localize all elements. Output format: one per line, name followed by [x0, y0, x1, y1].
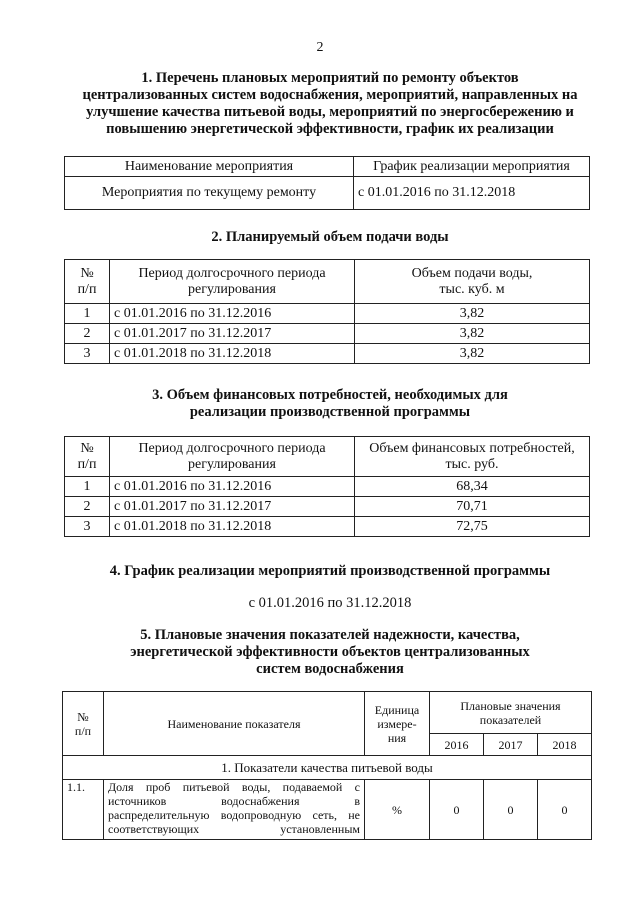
cell-schedule: с 01.01.2016 по 31.12.2018 [354, 177, 590, 210]
header-num: № п/п [65, 260, 110, 304]
table-row [65, 497, 590, 517]
header-period: Период долгосрочного периода регулирования [110, 260, 355, 304]
table-row [63, 780, 592, 840]
section-4-title: 4. График реализации мероприятий производственной программы [109, 563, 551, 579]
cell-value: 0 [430, 780, 484, 840]
section-1-title-line: повышению энергетической эффективности, график их реализации [106, 121, 554, 137]
section-1-title-line: улучшение качества питьевой воды, мероприятий по энергосбережению и [86, 104, 574, 120]
section-5-table [62, 691, 592, 840]
header-num: № п/п [65, 437, 110, 477]
cell-num: 1.1. [63, 780, 104, 840]
header-year: 2016 [430, 734, 484, 756]
header-schedule: График реализации мероприятия [354, 157, 590, 177]
cell-value: 68,34 [355, 477, 590, 497]
header-year: 2017 [483, 734, 537, 756]
cell-activity: Мероприятия по текущему ремонту [65, 177, 354, 210]
table-row [65, 344, 590, 364]
cell-period: с 01.01.2016 по 31.12.2016 [110, 477, 355, 497]
table-row [65, 517, 590, 537]
section-4-period: с 01.01.2016 по 31.12.2018 [248, 595, 412, 611]
group-label: 1. Показатели качества питьевой воды [63, 756, 592, 780]
header-num: № п/п [63, 692, 104, 756]
cell-num: 2 [65, 497, 110, 517]
table-group-row [63, 756, 592, 780]
cell-num: 3 [65, 344, 110, 364]
section-1-title [60, 70, 600, 138]
cell-num: 1 [65, 477, 110, 497]
section-1-title-line: централизованных систем водоснабжения, мероприятий, направленных на [82, 87, 578, 103]
cell-num: 2 [65, 324, 110, 344]
cell-value: 72,75 [355, 517, 590, 537]
table-row [65, 304, 590, 324]
table-header-row [65, 157, 590, 177]
header-unit: Единица измере- ния [365, 692, 430, 756]
cell-unit: % [365, 780, 430, 840]
cell-period: с 01.01.2017 по 31.12.2017 [110, 497, 355, 517]
section-5-title: 5. Плановые значения показателей надежности, качества, энергетической эффективности объектов централизованных систем водоснабжения [130, 627, 530, 677]
cell-indicator-name: Доля проб питьевой воды, подаваемой с источников водоснабжения в распределительную водопроводную сеть, не соответствующих установленным [104, 780, 365, 840]
table-header-row [63, 692, 592, 734]
cell-period: с 01.01.2016 по 31.12.2016 [110, 304, 355, 324]
table-header-row [65, 260, 590, 304]
header-finance: Объем финансовых потребностей, тыс. руб. [355, 437, 590, 477]
section-1-title-line: 1. Перечень плановых мероприятий по ремонту объектов [141, 70, 519, 86]
table-header-row [65, 437, 590, 477]
cell-value: 3,82 [355, 304, 590, 324]
cell-value: 3,82 [355, 324, 590, 344]
cell-period: с 01.01.2017 по 31.12.2017 [110, 324, 355, 344]
table-row [65, 324, 590, 344]
table-row [65, 177, 590, 210]
cell-period: с 01.01.2018 по 31.12.2018 [110, 517, 355, 537]
cell-value: 3,82 [355, 344, 590, 364]
page-number: 2 [316, 40, 324, 55]
cell-num: 3 [65, 517, 110, 537]
header-volume: Объем подачи воды, тыс. куб. м [355, 260, 590, 304]
section-2-table [64, 259, 590, 364]
cell-value: 0 [483, 780, 537, 840]
header-period: Период долгосрочного периода регулирования [110, 437, 355, 477]
cell-value: 0 [537, 780, 591, 840]
cell-value: 70,71 [355, 497, 590, 517]
section-2-title: 2. Планируемый объем подачи воды [211, 229, 449, 245]
section-3-title: 3. Объем финансовых потребностей, необходимых для реализации производственной программы [152, 387, 508, 420]
cell-num: 1 [65, 304, 110, 324]
header-activity-name: Наименование мероприятия [65, 157, 354, 177]
header-year: 2018 [537, 734, 591, 756]
header-indicator-name: Наименование показателя [104, 692, 365, 756]
header-planned-values: Плановые значения показателей [430, 692, 592, 734]
table-row [65, 477, 590, 497]
section-1-table [64, 156, 590, 210]
cell-period: с 01.01.2018 по 31.12.2018 [110, 344, 355, 364]
section-3-table [64, 436, 590, 537]
